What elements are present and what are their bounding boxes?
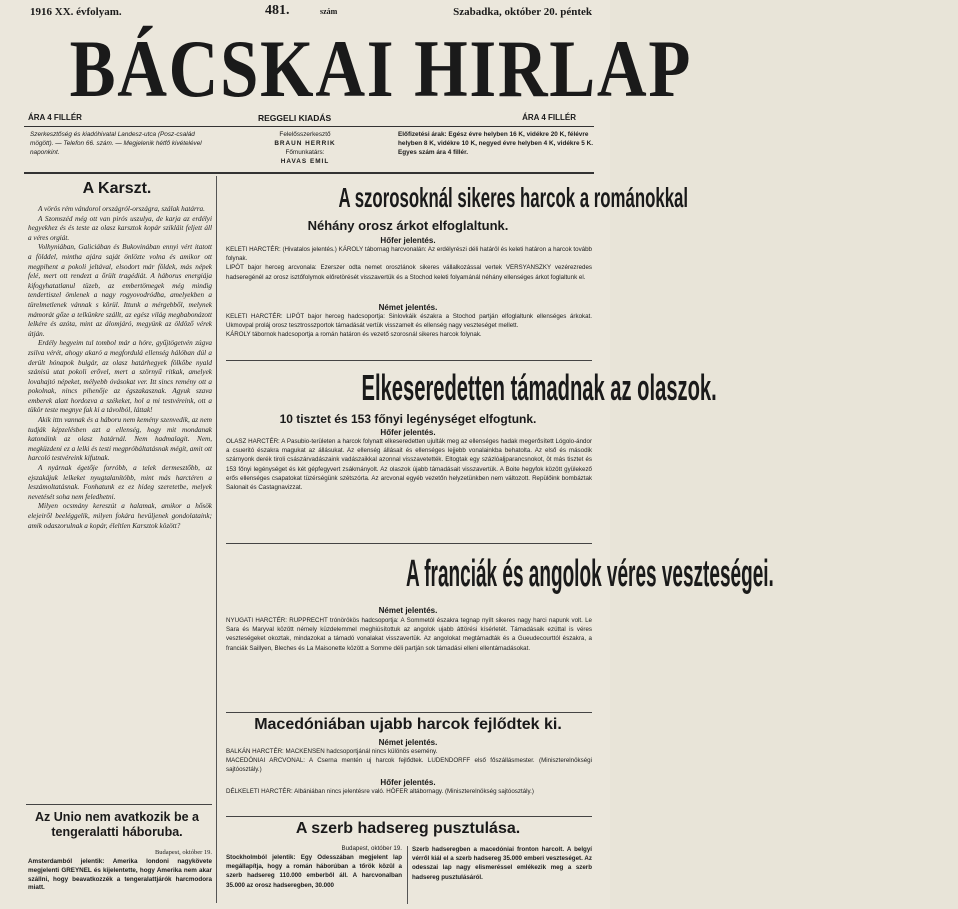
headline-serbian: A szerb hadsereg pusztulása. [295, 820, 521, 837]
headline-french-english [222, 545, 774, 603]
price-right: ÁRA 4 FILLÉR [522, 113, 576, 122]
left-section-rule [26, 804, 212, 805]
report-text: NYUGATI HARCTÉR: RUPPRECHT trónörökös hadcsoportja: A Sommetól északra tegnap nyílt sikeres nagy harci napunk volt. Le Sara és Maryval között némely küzdelemmel meghiúsítottuk az angolok ujabb áttörési kísérletét. Támadásaik ezúttal is véres veszteségeket okoztak, mindazokat a támadó vonalakat visszavertük. Az angolokat megtámadták és a Gueudecourttól északra, a franciák Saillyen, Bleches és La Maisonette között a Somme déli partján sok támadási elleni ellentámadásokat. [226, 617, 592, 652]
headline-italians-text: Elkeseredetten támadnak az olaszok. [361, 367, 717, 408]
column-divider [216, 176, 217, 903]
coworker-label: Főmunkatárs: [285, 149, 325, 156]
karszt-article [28, 205, 212, 800]
report-label: Hőfer jelentés. [380, 428, 436, 437]
section-rule [226, 543, 592, 544]
unio-dateline: Budapest, október 19. [154, 849, 212, 856]
subhead-romanians: Néhány orosz árkot elfoglaltunk. [307, 218, 509, 233]
issue-number: 481. [265, 3, 290, 18]
price-left: ÁRA 4 FILLÉR [28, 113, 82, 122]
headline-romanians [222, 178, 689, 218]
masthead-title: BÁCSKAI HIRLAP [69, 23, 693, 114]
karszt-paragraph: A nyárnak égetője forróbb, a telek dermesztőbb, az ejszakájuk lelkeket nyugtalanítóbb, mint más harctéren a leszámoltatásnak. Fonhatunk ez ez hideg szeretetbe, melyek nevetését soha nem feledhetni. [28, 464, 212, 501]
serbian-dateline: Budapest, október 19. [341, 845, 402, 852]
unio-text: Amsterdamból jelentik: Amerika londoni nagykövete megjelenti GREYNEL és kijelentette, hogy Amerika nem akar szállni, hogy beavatkozzék a tengeralattjárók harcmodora miatt. [28, 858, 212, 892]
header-rule-bottom [24, 172, 594, 174]
section-rule [226, 360, 592, 361]
volume-info: 1916 XX. évfolyam. [30, 6, 122, 18]
headline-macedonia: Macedóniában ujabb harcok fejlődtek ki. [254, 716, 562, 733]
report-text: KELETI HARCTÉR: (Hivatalos jelentés.) KÁROLY tábornag harcvonalán: Az erdélyrészi déli határöl és keleti határon a harcok tovább folynak. LIPÓT bajor herceg arcvonala: Ezerszer odta nemet oroszlánok sikeres vállalkozással vertek VERSYANSZKY vezérezredes hadseregénél az orosz isztőfolymok előretörését visszavertük és a Stochod keleti folyamánál néhány ellenséges árkot foglaltunk el. [226, 246, 592, 281]
karszt-paragraph: A vörös rém vándorol országról-országra, szálak határra. [38, 205, 205, 213]
info-editors [250, 130, 360, 170]
report-text: KELETI HARCTÉR: LIPÓT bajor herceg hadcsoportja: Sinlovkáik északra a Stochod partján elfoglaltunk ellenséges árkokat. Ukmovpal proláj orosz tesztrosszportok támadását vertük visszamelt és ellenség nagy veszteséget mellett. KÁROLY tábornok hadcsoportja a román határon és vezető szorosnál sikeres harcok folynak. [226, 313, 592, 339]
karszt-paragraph: Milyen ocsmány kereszút a halamak, amikor a hősök elejeiről beeléggelik, milyen fokára hevüljenek gondolataink; amik odaszorulnak a kopár, éleltlen Karsztok között? [28, 502, 212, 530]
karszt-title: A Karszt. [82, 180, 152, 197]
date-location: Szabadka, október 20. péntek [453, 6, 592, 18]
serbian-text-right: Szerb hadseregben a macedóniai fronton harcolt. A belgyí vérről kiál el a szerb hadsereg 35.000 emberi veszteséget. Az odesszai lap nagy elismeréssel emlékezik meg a szerb hadsereg pusztulásáról. [412, 846, 592, 881]
report-label: Német jelentés. [378, 738, 438, 747]
header-rule-top [24, 126, 594, 127]
serbian-column-divider [407, 846, 408, 904]
karszt-paragraph: Volhyniában, Galiciában és Bukovinában ennyi vért itatott a földdel, mintha ajára saját önlözte volna és amikor ott megpihent a pokoli jeltával, elsodort már földek, más népek felé, mert ott rendezt a őrült tragédiát. A háborus energiája kifogyhatatlanul tüzeb, az embertömegek még mindig tendertiszel ömlenek a nagy rogyovodródba, amelyekben a türelmetlenek vánnak s körül. Ittunk a mérgebből, melynek mámorát gőze a telkünkre szállt, az egész világ megbabonázott lelkére és azóta, mint az álomjáró, megyünk az öldöző vérek útján. [28, 243, 212, 338]
section-rule [226, 816, 592, 817]
top-dateline [30, 3, 592, 20]
headline-french-english-text: A franciák és angolok véres veszteségei. [405, 553, 774, 595]
headline-italians [222, 362, 717, 414]
info-address: Szerkesztőség és kiadóhivatal Landesz-utca (Posz-család mögött). — Telefon 66. szám. — Megjelenik hétfő kivételével naponkint. [30, 131, 202, 156]
subhead-italians: 10 tisztet és 153 főnyi legénységet elfogtunk. [279, 412, 537, 426]
unio-title: Az Unio nem avatkozik be a tengeralatti háboruba. [35, 810, 199, 839]
karszt-paragraph: A Szomszéd még ott van pirós uszulya, de karja az erdélyi hegyekhez és és teste az olasz karsztok kopár szikláit feljett áll a véres orgiát. [28, 214, 212, 242]
report-label: Hőfer jelentés. [380, 236, 436, 245]
price-bar [28, 113, 590, 127]
headline-romanians-text: A szorosoknál sikeres harcok a románokkal [338, 182, 689, 213]
info-subscription: Előfizetési árak: Egész évre helyben 16 K, vidékre 20 K, félévre helyben 8 K, vidékre 10 K, negyed évre helyben 4 K, vidékre 5 K. Egyes szám ára 4 fillér. [398, 131, 594, 156]
serbian-text-left: Stockholmból jelentik: Egy Odesszában megjelent lap megállapítja, hogy a román háborúban a tőrök közül a szerb hadsereg 110.000 emberből áll. A harcvonalban 35.000 az orosz hadseregben, 30.000 [226, 854, 402, 889]
report-text: OLASZ HARCTÉR: A Pasubio-területen a harcok folynatt elkeseredetten ujulták meg az ellenséges hadak megerősített Lógolo-ándor a csueritó északra magukat az állásukat. Az ellenség állásait és ellenséges lejjebb vonalainkba behatolta. Az első és második szárnyonk derék tiroli császárvadászaink vadászaikkal azonnal visszavetették. Eltogtak egy százlóaljparancsnokot, öt más tisztet és 153 főnyi legénységet és két gépfegyvert zsákmányolt. Az olaszok újabb támadásait visszavertük. A Boite hegyfok között gyülekező erős ellenséges csapatokat tüzérségünk szétszórta. Az arcvonal egyéb vezetőn helyzetünkben nem változott. Repülőink bombáztak Salonait és Castagnavizzat. [226, 438, 592, 492]
report-text: BALKÁN HARCTÉR: MACKENSEN hadcsoportjánál nincs különös esemény. MACEDÓNIAI ARCVONAL: A Cserna mentén uj harcok fejlődtek. LUDENDORFF első főszállásmester. (Miniszterelnökségi sajtóosztály.) [226, 748, 592, 774]
report-label: Német jelentés. [378, 606, 438, 615]
editor-name: BRAUN HERRIK [274, 140, 336, 147]
karszt-paragraph: Erdély hegyeim tul tombol már a hóre, gyűjtögetvén zúgva zsilva vérét, ahogy akaró a megfordulá ellenség hálóban dúl a derült hónapok bulgár, az olasz határhegyek fölkőbe nyald szánisú utat pokoli erővel, mert a szörnyű ritkak, amelyek lovahajtó népeket, mélyebb óvásokat ver. Itt sincs remény ott a pokolnak, nincs pihenője az égszakasznak. Agyuk szava emberek alatt hordozva a székeket, hol a mi testvéreink, ott a tükör teste megnye fak ki a távolból, láttak! [28, 339, 212, 415]
edition-label: REGGELI KIADÁS [258, 113, 332, 123]
report-text: DÉLKELETI HARCTÉR: Albániában nincs jelentésre való. HÖFER altábornagy. (Miniszterelnökség sajtóosztály.) [226, 788, 534, 795]
issue-unit: szám [320, 7, 338, 16]
karszt-paragraph: Akik ittn vannak és a háboru nem kemény szenvedik, az nem tudják képzelésben azt a ellenség, hogy mit mondanak katonáink az olasz határnál. Nem hadmalagit. Nem, megküzdeni ez a lelki és testi megpróbáltatásnak mégít, amit ott harcoló testvéreink kifutnak. [28, 416, 212, 463]
report-label: Német jelentés. [378, 303, 438, 312]
report-label: Hőfer jelentés. [380, 778, 436, 787]
editor-label: Felelősszerkesztő [279, 131, 331, 138]
section-rule [226, 712, 592, 713]
coworker-name: HAVAS EMIL [280, 158, 330, 165]
